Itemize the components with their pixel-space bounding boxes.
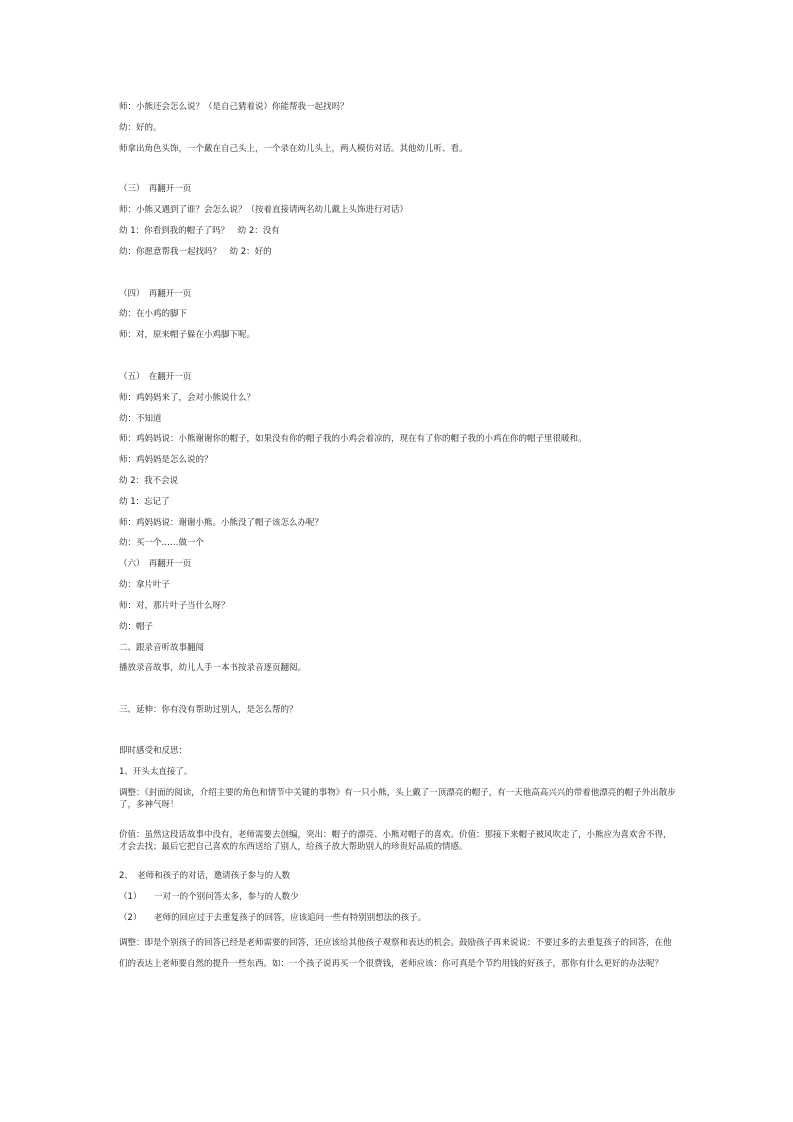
text-line: 播放录音故事，幼儿人手一本书按录音逐页翻阅。	[119, 663, 307, 673]
section-heading: 即时感受和反思：	[119, 746, 188, 756]
section-heading: （三） 再翻开一页	[119, 184, 192, 194]
text-line: 幼：你愿意帮我一起找吗？ 幼 2：好的	[119, 247, 272, 257]
paragraph: 价值：虽然这段话故事中没有，老师需要去创编，突出：帽子的漂亮、小熊对帽子的喜欢。价值：那接下来帽子被风吹走了，小熊应为喜欢舍不得，才会去找；最后它把自己喜欢的东西送给了别人，给孩子放大帮助别人的珍贵好品质的情感。	[119, 830, 672, 852]
text-line: 2、 老师和孩子的对话，邀请孩子参与的人数	[119, 871, 291, 881]
text-line: 幼 2：我不会说	[119, 476, 179, 486]
text-line: 幼：买一个……做一个	[119, 538, 205, 548]
paragraph: 调整：《封面的阅读，介绍主要的角色和情节中关键的事物》有一只小熊，头上戴了一顶漂亮的帽子，有一天他高高兴兴的带着他漂亮的帽子外出散步了，多神气呀！	[119, 788, 676, 810]
section-heading: （六） 再翻开一页	[119, 559, 192, 569]
text-line: 师：小熊又遇到了谁？会怎么说？（按着直接请两名幼儿戴上头饰进行对话）	[119, 205, 409, 215]
paragraph: 调整：即是个别孩子的回答已经是老师需要的回答，还应该给其他孩子观察和表达的机会。鼓励孩子再来说说：不要过多的去重复孩子的回答，在他们的表达上老师要自然的提升一些东西。如：一个孩子说再买一个很费钱，老师应该：你可真是个节约用钱的好孩子，那你有什么更好的办法呢？	[119, 938, 672, 969]
text-line: 1、开头太直接了。	[119, 767, 193, 777]
section-heading: 二、跟录音听故事翻阅	[119, 643, 205, 653]
text-line: 师：鸡妈妈是怎么说的？	[119, 455, 213, 465]
section-heading: 三、延伸：你有没有帮助过别人，是怎么帮的？	[119, 705, 298, 715]
text-line: 师：鸡妈妈来了，会对小熊说什么？	[119, 393, 256, 403]
text-line: 师：对，那片叶子当什么呀？	[119, 601, 230, 611]
text-line: （2） 老师的回应过于去重复孩子的回答，应该追问一些有特别别想法的孩子。	[119, 913, 427, 923]
text-line: 幼：在小鸡的脚下	[119, 309, 188, 319]
text-line: 师：小熊还会怎么说？（是自己猜着说）你能帮我一起找吗？	[119, 102, 349, 112]
text-line: 幼：不知道	[119, 414, 162, 424]
section-heading: （五） 在翻开一页	[119, 372, 192, 382]
text-line: 幼 1：你看到我的帽子了吗？ 幼 2：没有	[119, 226, 280, 236]
text-line: 幼：好的。	[119, 123, 162, 133]
section-heading: （四） 再翻开一页	[119, 289, 192, 299]
text-line: 幼：拿片叶子	[119, 580, 171, 590]
text-line: 师：对，原来帽子躲在小鸡脚下呢。	[119, 330, 256, 340]
text-line: 师：鸡妈妈说：小熊谢谢你的帽子，如果没有你的帽子我的小鸡会着凉的，现在有了你的帽子我的小鸡在你的帽子里很暖和。	[119, 434, 587, 444]
text-line: 幼：帽子	[119, 622, 154, 632]
text-line: 师：鸡妈妈说：谢谢小熊。小熊没了帽子该怎么办呢？	[119, 518, 324, 528]
text-line: 师拿出角色头饰，一个戴在自己头上，一个录在幼儿头上，两人模仿对话。其他幼儿听、看。	[119, 144, 468, 154]
text-line: 幼 1：忘记了	[119, 497, 170, 507]
text-line: （1） 一对一的个别问答太多，参与的人数少	[119, 892, 299, 902]
